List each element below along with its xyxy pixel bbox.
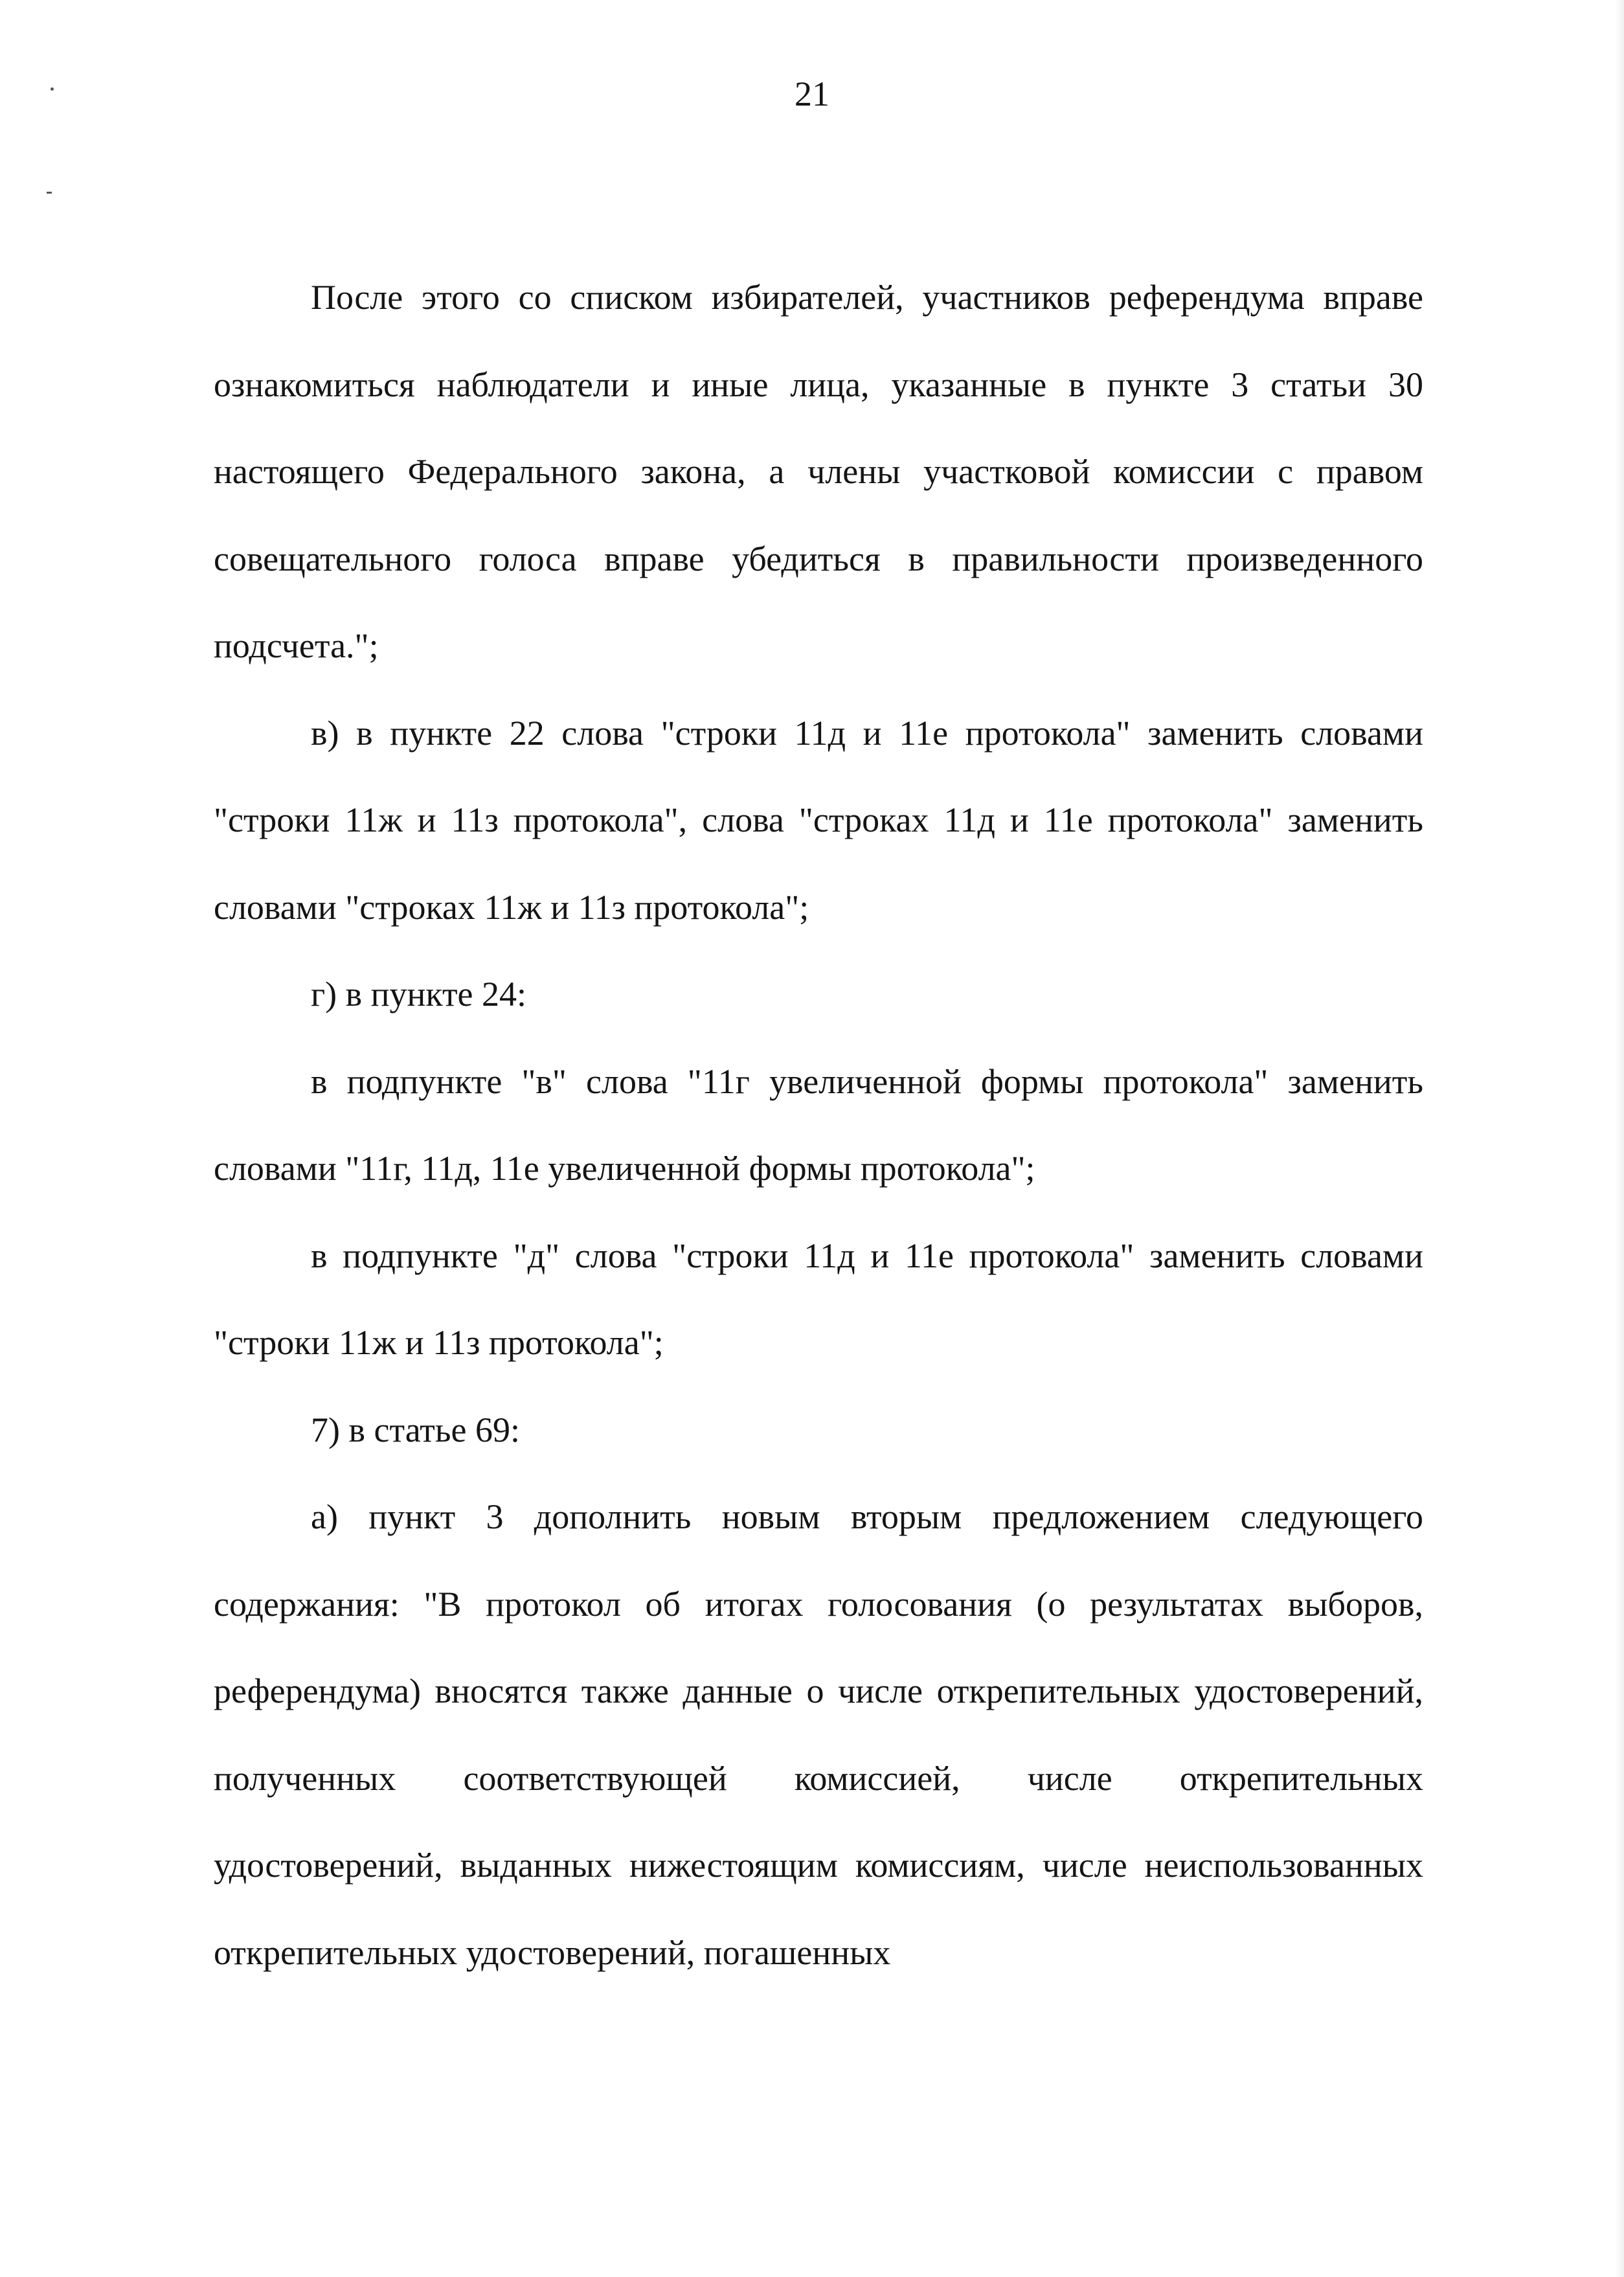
scan-edge-shadow: [1615, 0, 1624, 2277]
paragraph: а) пункт 3 дополнить новым вторым предложением следующего содержания: "В протокол об итогах голосования (о результатах выборов, референдума) вносятся также данные о числе открепительных удостоверений, полученных соответствующей комиссией, числе открепительных удостоверений, выданных нижестоящим комиссиям, числе неиспользованных открепительных удостоверений, погашенных: [214, 1497, 1423, 1972]
paragraph: в подпункте "д" слова "строки 11д и 11е протокола" заменить словами "строки 11ж и 11з протокола";: [214, 1236, 1423, 1362]
paragraph: После этого со списком избирателей, участников референдума вправе ознакомиться наблюдатели и иные лица, указанные в пункте 3 статьи 30 настоящего Федерального закона, а члены участковой комиссии с правом совещательного голоса вправе убедиться в правильности произведенного подсчета.";: [214, 278, 1423, 665]
document-body: [214, 254, 1423, 1996]
scan-artifact-mark: [47, 192, 52, 194]
paragraph: г) в пункте 24:: [311, 975, 527, 1014]
paragraph: в) в пункте 22 слова "строки 11д и 11е протокола" заменить словами "строки 11ж и 11з протокола", слова "строках 11д и 11е протокола" заменить словами "строках 11ж и 11з протокола";: [214, 713, 1423, 927]
paragraph: в подпункте "в" слова "11г увеличенной формы протокола" заменить словами "11г, 11д, 11е увеличенной формы протокола";: [214, 1061, 1423, 1188]
paragraph: 7) в статье 69:: [311, 1410, 520, 1449]
page-number: 21: [795, 74, 829, 113]
